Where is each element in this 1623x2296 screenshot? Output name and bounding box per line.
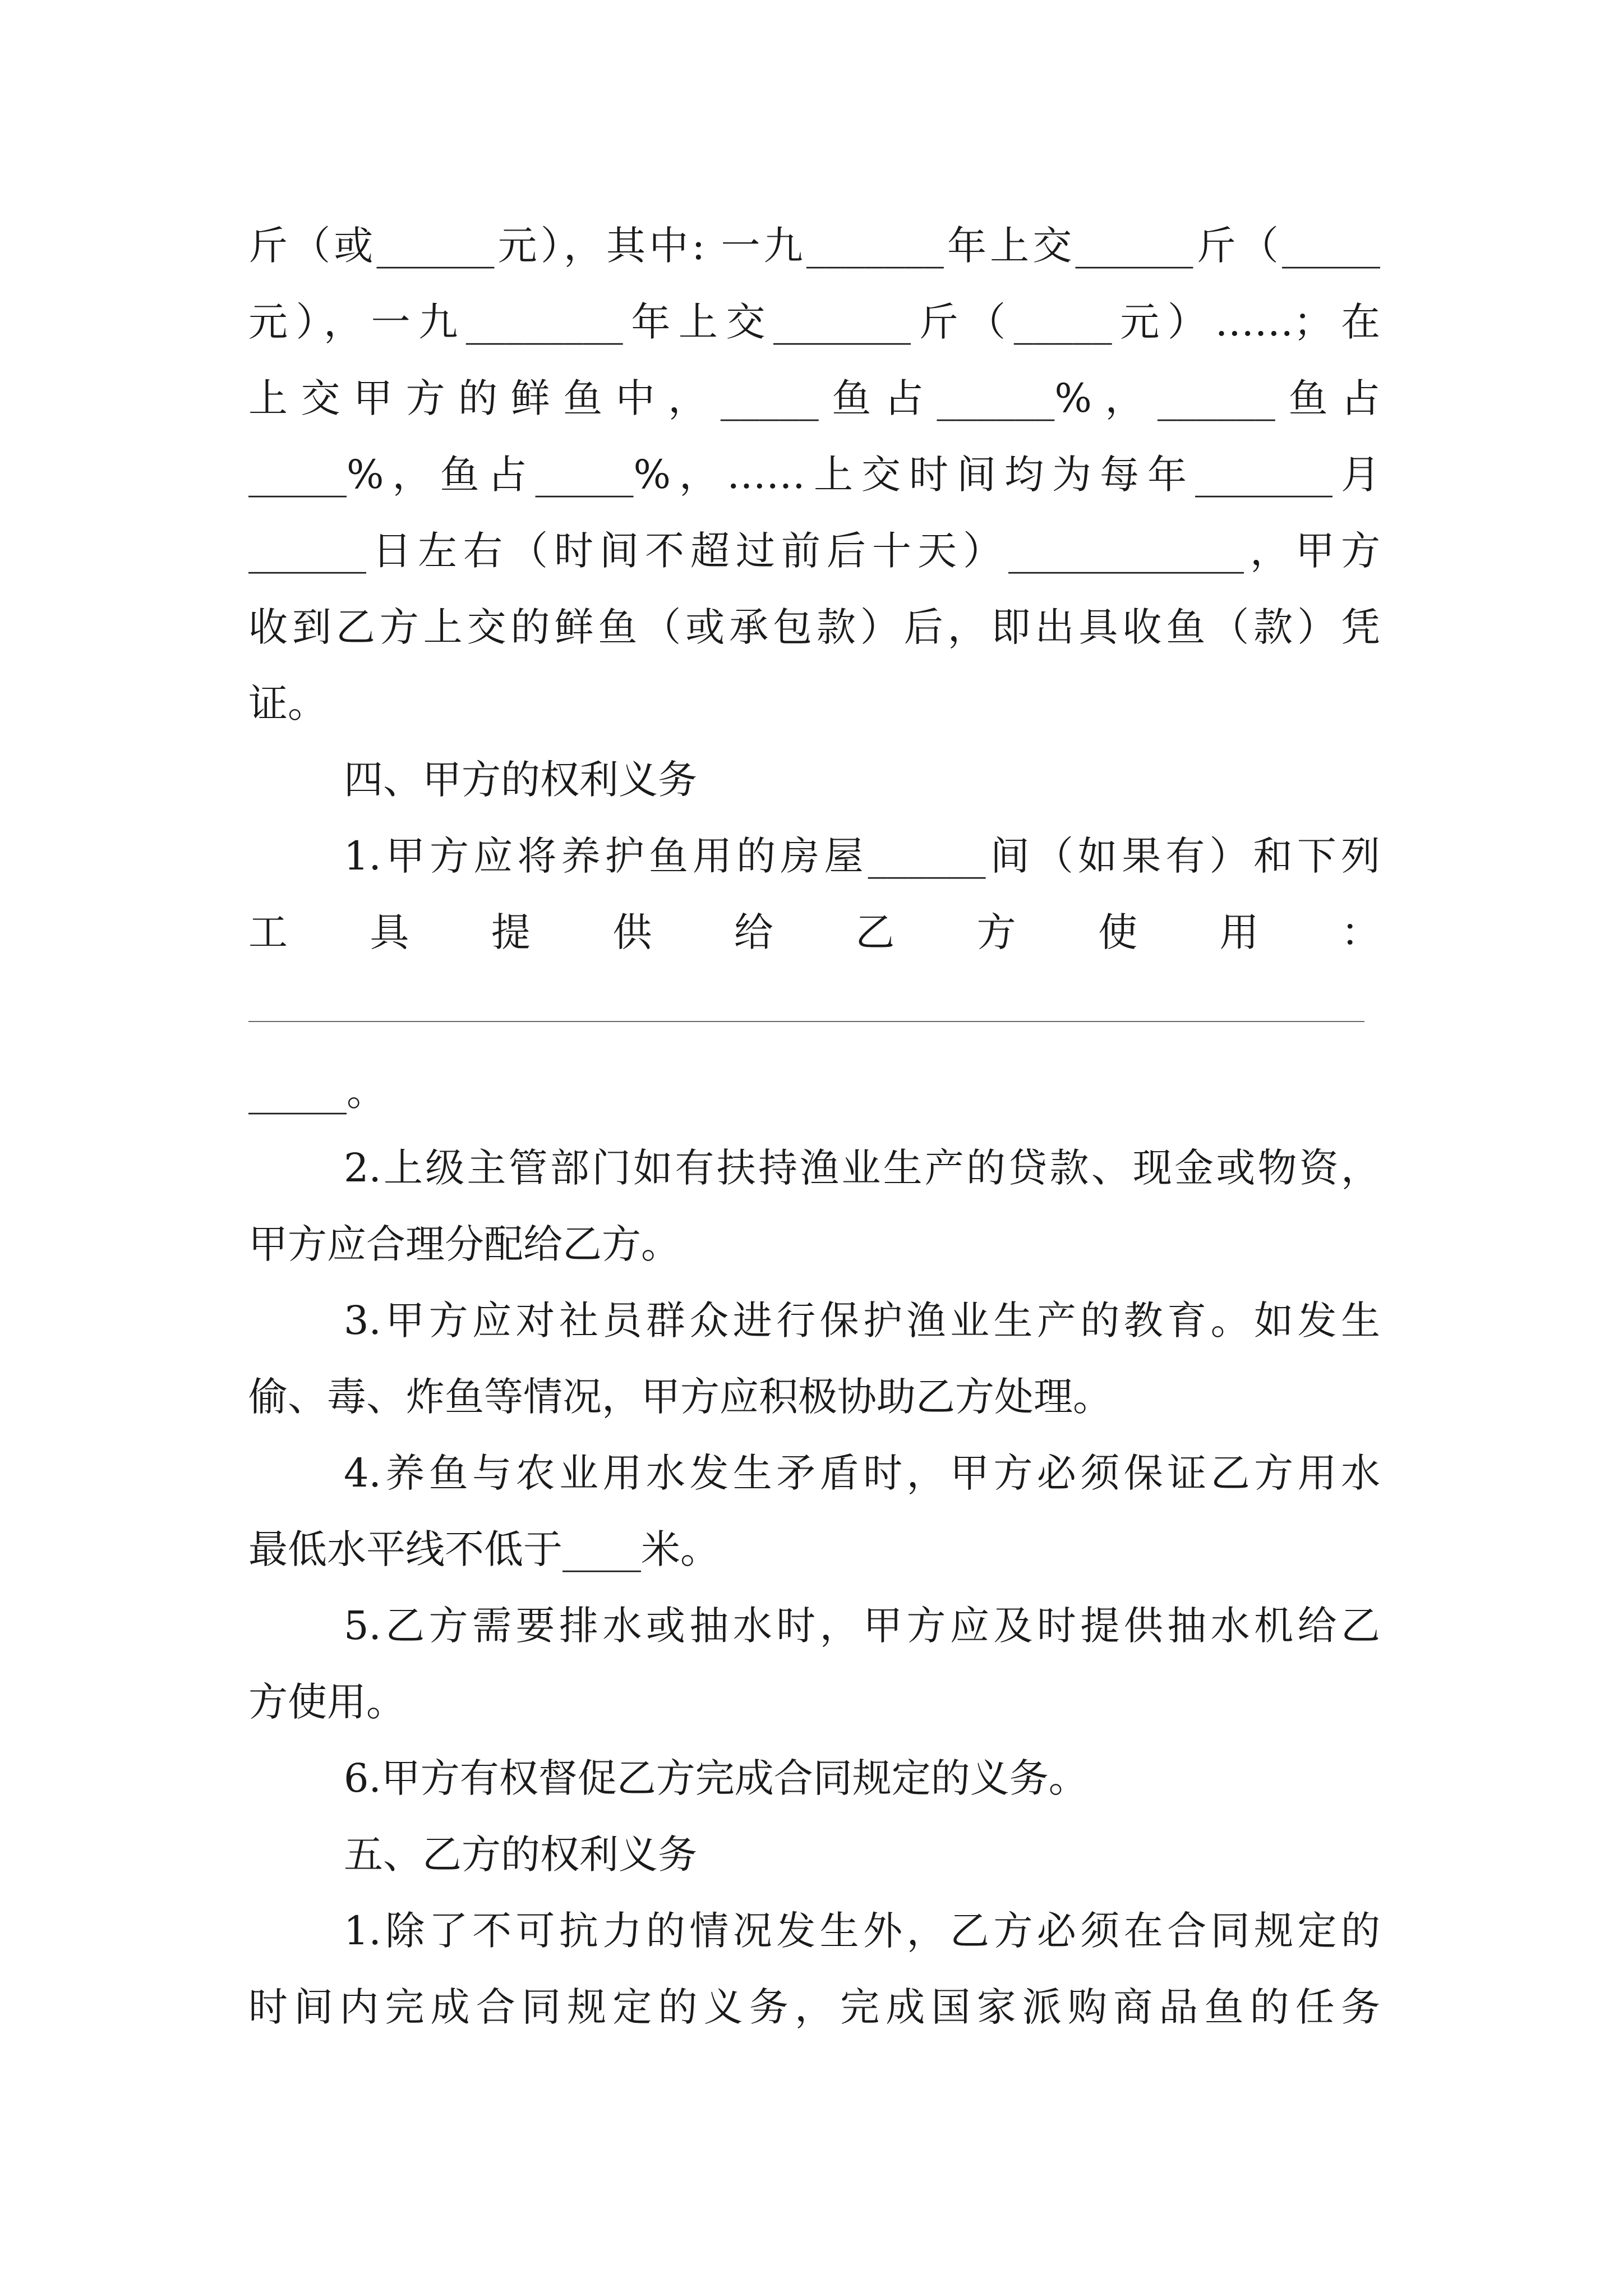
text-line: 斤（或______元），其中: 一九_______年上交______斤（_____ (248, 223, 1380, 269)
text-line: 3.甲方应对社员群众进行保护渔业生产的教育。如发生 (344, 1297, 1380, 1343)
text-line: 元），一九________年上交_______斤（_____元）……；在 (248, 299, 1380, 345)
text-line: 1.甲方应将养护鱼用的房屋______间（如果有）和下列 (344, 833, 1380, 879)
text-line: 证。 (248, 680, 327, 726)
text-line: _____%，鱼占_____%，……上交时间均为每年_______月 (248, 452, 1380, 498)
text-line: 最低水平线不低于____米。 (248, 1526, 720, 1572)
text-line: 甲方应合理分配给乙方。 (248, 1221, 680, 1267)
text-line: ______日左右（时间不超过前后十天）____________，甲方 (248, 528, 1380, 574)
text-line: 收到乙方上交的鲜鱼（或承包款）后，即出具收鱼（款）凭 (248, 604, 1380, 650)
text-line: 工具提供给乙方使用： (248, 909, 1380, 955)
text-line: 6.甲方有权督促乙方完成合同规定的义务。 (344, 1755, 1088, 1801)
text-line: 方使用。 (248, 1679, 405, 1725)
text-line: 4.养鱼与农业用水发生矛盾时，甲方必须保证乙方用水 (344, 1450, 1380, 1496)
text-line: 偷、毒、炸鱼等情况，甲方应积极协助乙方处理。 (248, 1374, 1112, 1420)
text-line: 1.除了不可抗力的情况发生外，乙方必须在合同规定的 (344, 1908, 1380, 1954)
text-line: 5.乙方需要排水或抽水时，甲方应及时提供抽水机给乙 (344, 1603, 1380, 1649)
text-line: 2.上级主管部门如有扶持渔业生产的贷款、现金或物资， (344, 1145, 1380, 1191)
section-heading: 四、甲方的权利义务 (344, 757, 697, 803)
text-line: 时间内完成合同规定的义务，完成国家派购商品鱼的任务 (248, 1984, 1380, 2030)
text-line: _____。 (248, 1069, 386, 1115)
blank-fill-line (248, 1021, 1364, 1022)
section-heading: 五、乙方的权利义务 (344, 1832, 697, 1878)
text-line: 上交甲方的鲜鱼中，_____鱼占______%，______鱼占 (248, 375, 1380, 421)
